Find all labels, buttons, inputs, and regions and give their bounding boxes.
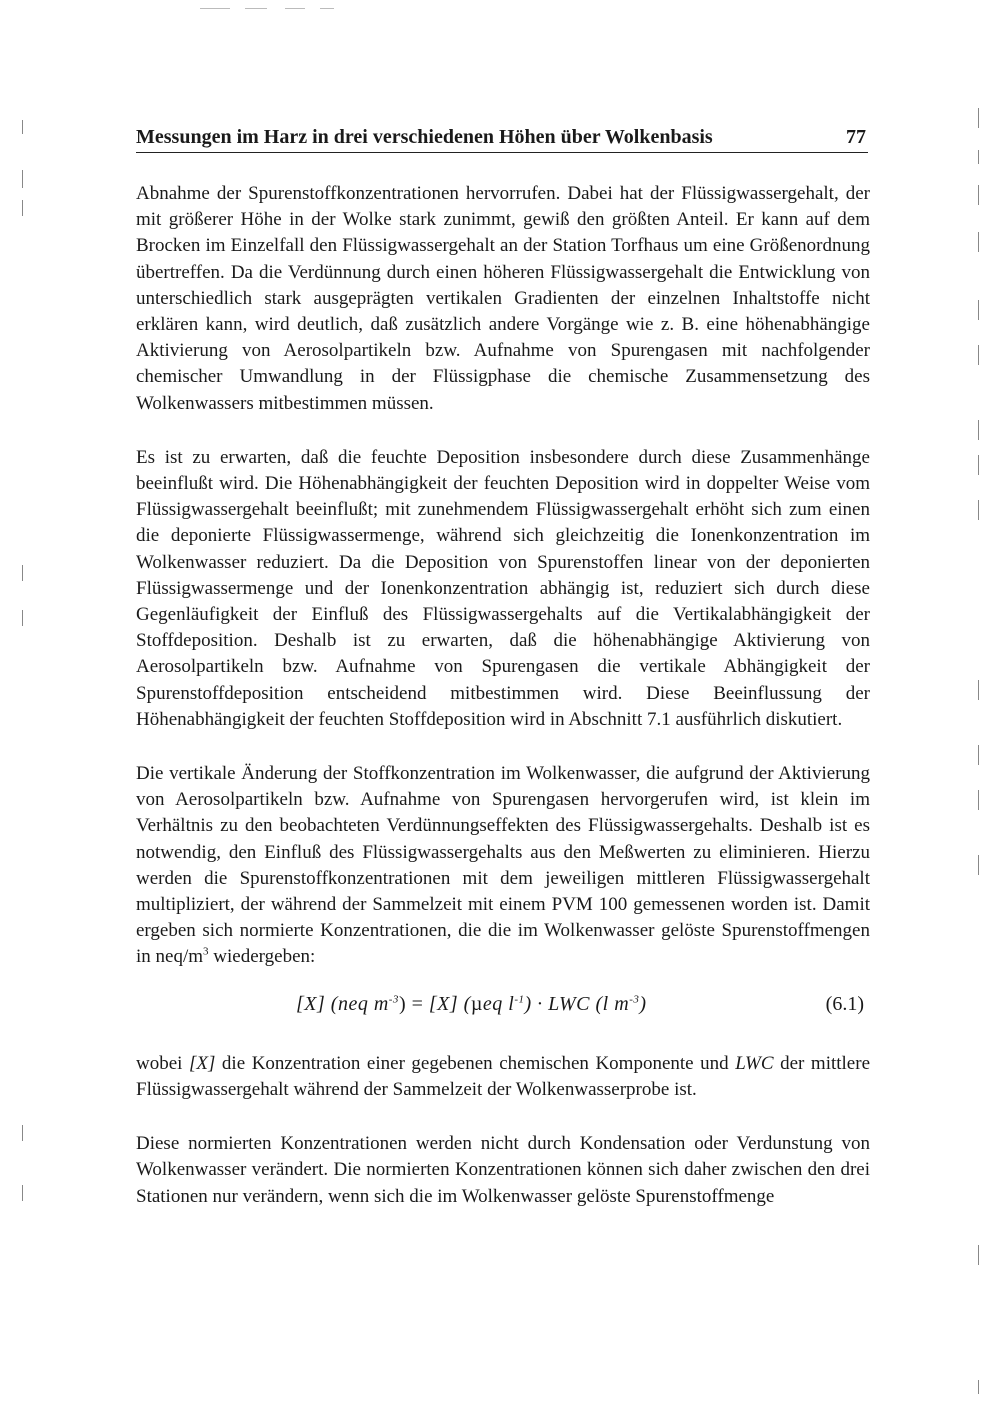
paragraph-text: wobei: [136, 1052, 189, 1074]
paragraph: Es ist zu erwarten, daß die feuchte Deposition insbesondere durch diese Zusammenhänge beeinflußt wird. Die Höhenabhängigkeit der feuchten Deposition wird in doppelter Weise vom Flüssigwassergehalt beeinflußt; mit zunehmendem Flüssigwassergehalt erhöht sich zum einen die deponierte Flüssigwassermenge, während sich gleichzeitig die Ionenkonzentration im Wolkenwasser reduziert. Da die Deposition von Spurenstoffen linear von der deponierten Flüssigwassermenge und der Ionenkonzentration abhängig ist, reduziert sich durch diese Gegenläufigkeit der Einfluß des Flüssigwassergehalts auf die Vertikalabhängigkeit der Stoffdeposition. Deshalb ist zu erwarten, daß die höhenabhängige Aktivierung von Aerosolpartikeln bzw. Aufnahme von Spurengasen die vertikale Abhängigkeit der Spurenstoffdeposition entscheidend mitbestimmen wird. Diese Beeinflussung der Höhenabhängigkeit der feuchten Stoffdeposition wird in Abschnitt 7.1 ausführlich diskutiert.: [136, 446, 870, 730]
equation-body: [296, 991, 647, 1017]
equation-part: ): [639, 992, 647, 1015]
equation-part: µ: [470, 992, 483, 1015]
scan-artifact: [22, 120, 23, 134]
scan-artifact: [22, 610, 23, 626]
scan-artifact: [22, 170, 23, 188]
paragraph-text: wiedergeben:: [208, 946, 316, 968]
paragraph: [136, 1051, 870, 1103]
scan-artifact: [978, 420, 979, 440]
scan-artifact: [22, 1125, 23, 1141]
equation-number: (6.1): [825, 992, 864, 1015]
body-text: [136, 181, 870, 1238]
paragraph-text: Die vertikale Änderung der Stoffkonzentration im Wolkenwasser, die aufgrund der Aktivierung von Aerosolpartikeln bzw. Aufnahme von Spurengasen hervorgerufen wird, ist klein im Verhältnis zu den beobachteten Verdünnungseffekten des Flüssigwassergehalts. Deshalb ist es notwendig, den Einfluß des Flüssigwassergehalts aus den Meßwerten zu eliminieren. Hierzu werden die Spurenstoffkonzentrationen mit dem jeweiligen mittleren Flüssigwassergehalt multipliziert, der während der Sammelzeit mit einem PVM 100 gemessenen worden ist. Damit ergeben sich normierte Konzentrationen, die die im Wolkenwasser gelöste Spurenstoffmengen in neq/m: [136, 763, 870, 968]
scan-artifact: [245, 8, 267, 9]
paragraph: Diese normierten Konzentrationen werden nicht durch Kondensation oder Verdunstung von Wolkenwasser verändert. Die normierten Konzentrationen können sich daher zwischen den drei Stationen nur verändern, wenn sich die im Wolkenwasser gelöste Spurenstoffmenge: [136, 1133, 870, 1207]
scan-artifact: [320, 8, 334, 9]
scan-artifact: [285, 8, 305, 9]
scan-artifact: [978, 680, 979, 700]
running-header: [136, 124, 868, 153]
equation-part: eq l: [482, 992, 515, 1015]
scan-artifact: [978, 185, 979, 205]
scan-artifact: [22, 1185, 23, 1201]
scan-artifact: [978, 232, 979, 252]
equation-superscript: -3: [629, 993, 640, 1006]
scan-artifact: [200, 8, 230, 9]
scan-artifact: [978, 745, 979, 765]
paragraph: Abnahme der Spurenstoffkonzentrationen hervorrufen. Dabei hat der Flüssigwassergehalt, der mit größerer Höhe in der Wolke stark zunimmt, gewiß den größten Anteil. Er kann auf dem Brocken im Einzelfall den Flüssigwassergehalt an der Station Torfhaus um eine Größenordnung übertreffen. Da die Verdünnung durch einen höheren Flüssigwassergehalt die Entwicklung von unterschiedlich stark ausgeprägten vertikalen Gradienten der einzelnen Inhaltstoffe nicht erklären kann, wird deutlich, daß zusätzlich andere Vorgänge wie z. B. eine höhenabhängige Aktivierung von Aerosolpartikeln bzw. Aufnahme von Spurengasen mit nachfolgender chemischer Umwandlung in der Flüssigphase die chemische Zusammensetzung des Wolkenwassers mitbestimmen müssen.: [136, 183, 870, 414]
scan-artifact: [22, 200, 23, 216]
scan-artifact: [978, 1245, 979, 1265]
page-number: 77: [846, 126, 866, 148]
paragraph-text: der mittlere Flüssigwassergehalt während der Sammelzeit der Wolkenwasserprobe ist.: [136, 1052, 870, 1100]
scan-artifact: [978, 855, 979, 875]
scan-artifact: [978, 455, 979, 475]
scan-artifact: [978, 1380, 979, 1394]
scan-artifact: [978, 500, 979, 520]
equation-part: ) =: [398, 992, 429, 1015]
paragraph-text: die Konzentration einer gegebenen chemischen Komponente und: [215, 1052, 736, 1074]
variable-lwc: LWC: [735, 1052, 774, 1074]
variable-x: [X]: [188, 1052, 216, 1074]
paragraph: [136, 761, 870, 971]
scan-artifact: [978, 150, 979, 164]
scan-artifact: [978, 300, 979, 320]
equation: [136, 989, 870, 1029]
scan-artifact: [978, 108, 979, 128]
scan-artifact: [22, 565, 23, 581]
running-header-title: Messungen im Harz in drei verschiedenen Höhen über Wolkenbasis: [136, 126, 713, 148]
scan-artifact: [978, 790, 979, 810]
equation-superscript: -3: [388, 993, 399, 1006]
equation-part: [X] (neq m: [296, 992, 389, 1015]
equation-part: [X] (: [428, 992, 471, 1015]
superscript: 3: [203, 946, 209, 959]
equation-part: ) · LWC (l m: [524, 992, 630, 1015]
scan-artifact: [978, 345, 979, 365]
equation-superscript: -1: [514, 993, 525, 1006]
